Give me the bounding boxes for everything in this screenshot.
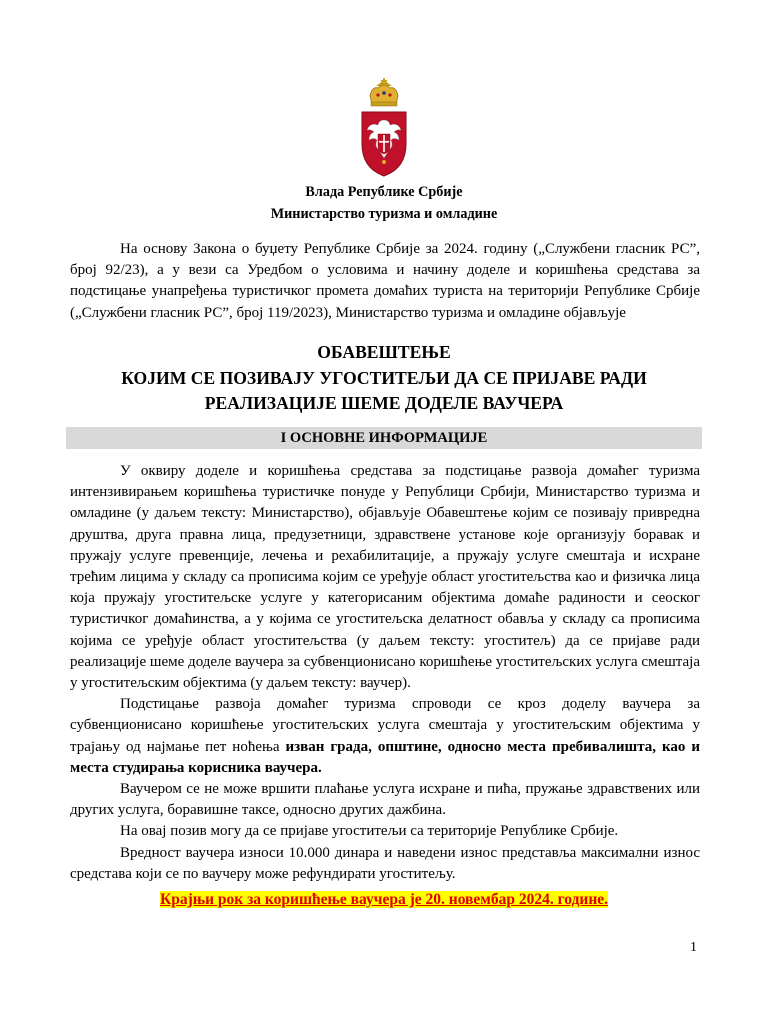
- paragraph-voucher-purpose-text: Подстицање развоја домаћег туризма спроводи се кроз доделу ваучера за субвенционисано коришћење угоститељских услуга смештаја у угоститељским објектима у трајању од најмање пет ноћења: [70, 696, 700, 755]
- intro-paragraph: На основу Закона о буџету Републике Србије за 2024. годину („Службени гласник РС”, број 92/23), а у вези са Уредбом о условима и начину доделе и коришћења средстава за подстицање унапређења туристичког промета домаћих туриста на територији Републике Србије („Службени гласник РС”, број 119/2023), Министарство туризма и омладине објављује: [70, 241, 700, 321]
- coat-of-arms-icon: [358, 78, 410, 178]
- document-title: [66, 340, 702, 417]
- paragraph-eligibility: На овај позив могу да се пријаве угоститељи са територије Републике Србије.: [120, 823, 619, 840]
- deadline-notice: [66, 890, 702, 910]
- ministry-name: Министарство туризма и омладине: [270, 206, 498, 222]
- deadline-text: Крајњи рок за коришћење ваучера је 20. новембар 2024. године.: [159, 891, 609, 908]
- title-line-1: ОБАВЕШТЕЊЕ: [317, 342, 451, 362]
- body-text: [70, 461, 700, 885]
- page-number: 1: [690, 940, 697, 955]
- section-heading: I ОСНОВНЕ ИНФОРМАЦИЈЕ: [66, 427, 702, 449]
- title-line-2: КОЈИМ СЕ ПОЗИВАЈУ УГОСТИТЕЉИ ДА СЕ ПРИЈАВЕ РАДИ: [121, 367, 647, 388]
- paragraph-voucher-purpose: [70, 694, 700, 779]
- intro-paragraph-block: [70, 239, 700, 324]
- paragraph-voucher-value: Вредност ваучера износи 10.000 динара и наведени износ представља максимални износ средстава који се по ваучеру може рефундирати угоститељу.: [70, 844, 700, 882]
- paragraph-voucher-exclusions: Ваучером се не може вршити плаћање услуга исхране и пића, пружање здравствених или других услуга, боравишне таксе, односно других дажбина.: [70, 781, 700, 819]
- paragraph-voucher-purpose-emphasis: изван града, општине, односно места пребивалишта, као и места студирања корисника ваучера.: [70, 738, 700, 776]
- document-header: [66, 181, 702, 225]
- paragraph-scope: У оквиру доделе и коришћења средстава за подстицање развоја домаћег туризма интензивирањем коришћења туристичке понуде у Републици Србији, Министарство туризма и омладине (у даљем тексту: Министарство), објављује Обавештење којим се позивају привредна друштва, друга правна лица, предузетници, здравствене установе које организују боравак и пружају услуге превенције, лечења и рехабилитације, а пружају услуге смештаја и исхране трећим лицима у складу са прописима којим се уређује област угоститељства као и физичка лица која пружају угоститељске услуге у категорисаним објектима домаће радиности и сеоског туристичког домаћинства, а у којима се угоститељска делатност обавља у складу са прописима којима се уређује област угоститељства (у даљем тексту: угоститељ) да се пријаве ради реализације шеме доделе ваучера за субвенционисано коришћење угоститељских услуга смештаја у угоститељским објектима (у даљем тексту: ваучер).: [70, 463, 700, 692]
- title-line-3: РЕАЛИЗАЦИЈЕ ШЕМЕ ДОДЕЛЕ ВАУЧЕРА: [204, 393, 564, 413]
- government-name: Влада Републике Србије: [305, 184, 463, 200]
